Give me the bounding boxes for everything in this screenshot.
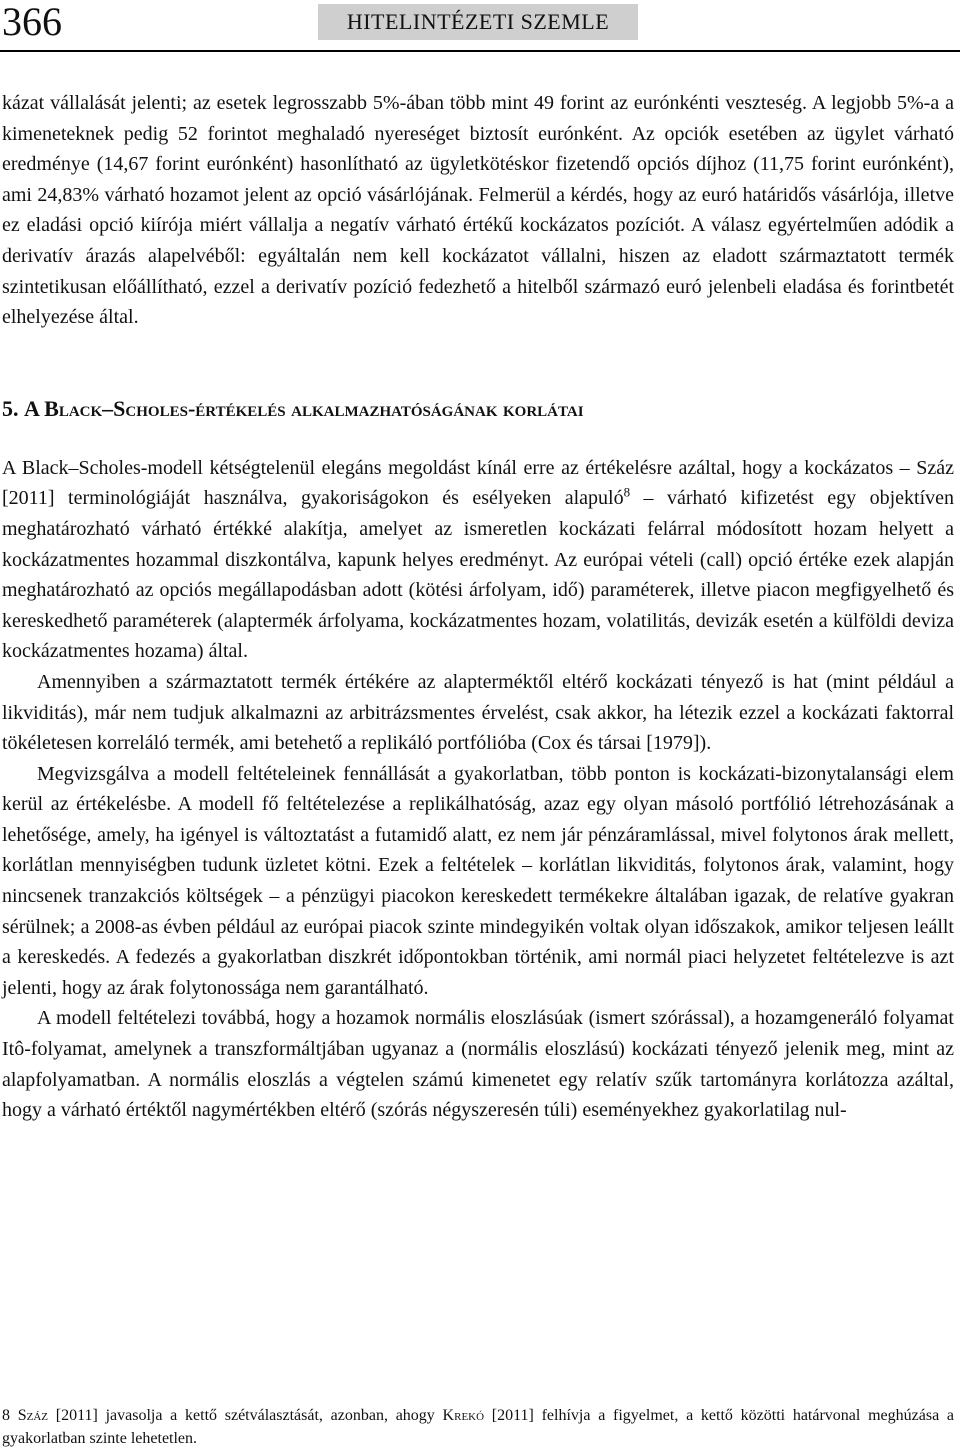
journal-title: HITELINTÉZETI SZEMLE xyxy=(318,4,638,40)
article-body xyxy=(2,88,954,1126)
paragraph: Megvizsgálva a modell feltételeinek fennállását a gyakorlatban, több ponton is kockázati-bizonytalansági elem kerül az értékelésbe. A modell fő feltételezése a replikálhatóság, azaz egy olyan másoló portfólió létrehozásának a lehetősége, amely, ha igényel is változtatást a futamidő alatt, ez nem jár pénzáramlással, mivel folytonos árak mellett, korlátlan mennyiségben tudunk üzletet kötni. Ezek a feltételek – korlátlan likviditás, folytonos árak, valamint, hogy nincsenek tranzakciós költségek – a pénzügyi piacokon kereskedett termékekre általában igazak, de relatíve gyakran sérülnek; a 2008-as évben például az európai piacok szinte mindegyikén voltak olyan időszakok, amikor teljesen leállt a kereskedés. A fedezés a gyakorlatban diszkrét időpontokban történik, ami normál piaci helyzetet feltételezve is azt jelenti, hogy az árak folytonossága nem garantálható. xyxy=(2,762,954,999)
section-number: 5. xyxy=(2,395,19,421)
footnote-text: [2011] javasolja a kettő szétválasztását, azonban, ahogy xyxy=(48,1407,443,1424)
footnote-author: Krekó xyxy=(442,1407,485,1424)
page-number: 366 xyxy=(2,0,62,44)
section-title: A Black–Scholes-értékelés alkalmazhatóságának korlátai xyxy=(24,395,584,421)
header-divider xyxy=(0,50,960,52)
footnote-text: [2011] felhívja a figyelmet, a kettő közötti határvonal meghúzása a gyakorlatban szinte lehetetlen. xyxy=(2,1407,955,1447)
footnote-reference[interactable]: 8 xyxy=(623,484,631,500)
paragraph xyxy=(2,453,954,667)
section-heading xyxy=(2,394,954,424)
paragraph: A modell feltételezi továbbá, hogy a hozamok normális eloszlásúak (ismert szórással), a hozamgeneráló folyamat Itô-folyamat, amelynek a transzformáltjában ugyanaz a (normális eloszlású) kockázati tényező jelenik meg, mint az alapfolyamatban. A normális eloszlás a végtelen számú kimenetet egy relatív szűk tartományra korlátozza azáltal, hogy a várható értéktől nagymértékben eltérő (szórás négyszeresén túli) eseményekhez gyakorlatilag nul- xyxy=(2,1007,954,1122)
footnote-number: 8 xyxy=(2,1407,10,1424)
paragraph-text: – várható kifizetést egy objektíven meghatározható várható értékké alakítja, amelyet az ismeretlen kockázati felárral módosított hozam helyett a kockázatmentes hozammal diszkontálva, kapunk helyes eredményt. Az európai vételi (call) opció értéke ezek alapján meghatározható az opciós megállapodásban adott (kötési árfolyam, idő) paraméterek, illetve piacon megfigyelhető és kereskedhető paraméterek (alaptermék árfolyama, kockázatmentes hozam, volatilitás, devizák esetén a külföldi deviza kockázatmentes hozama) által. xyxy=(2,487,955,663)
paragraph: Amennyiben a származtatott termék értékére az alapterméktől eltérő kockázati tényező is hat (mint például a likviditás), már nem tudjuk alkalmazni az arbitrázsmentes érvelést, csak akkor, ha létezik ezzel a kockázati faktorral tökéletesen korreláló termék, ami betehető a replikáló portfólióba (Cox és társai [1979]). xyxy=(2,670,954,755)
paragraph-continued: kázat vállalását jelenti; az esetek legrosszabb 5%-ában több mint 49 forint az eurónkénti veszteség. A legjobb 5%-a a kimeneteknek pedig 52 forintot meghaladó nyereséget biztosít eurónként. Az opciók esetében az ügylet várható eredménye (14,67 forint eurónként) hasonlítható az ügyletkötéskor fizetendő opciós díjhoz (11,75 forint eurónként), ami 24,83% várható hozamot jelent az opció vásárlójának. Felmerül a kérdés, hogy az euró határidős vásárlója, illetve ez eladási opció kiírója miért vállalja a negatív várható értékű kockázatos pozíciót. A válasz egyértelműen adódik a derivatív árazás alapelvéből: egyáltalán nem kell kockázatot vállalni, hiszen az eladott származtatott termék szintetikusan előállítható, ezzel a derivatív pozíció fedezhető a hitelből származó euró jelenbeli eladása és forintbetét elhelyezése által. xyxy=(2,92,954,329)
footnote xyxy=(2,1404,954,1450)
footnote-author: Száz xyxy=(17,1407,49,1424)
paragraph-text: A Black–Scholes-modell kétségtelenül elegáns megoldást kínál erre az értékelésre azáltal, hogy a kockázatos – Száz [2011] terminológiáját használva, gyakoriságokon és esélyeken alapuló xyxy=(2,456,954,510)
